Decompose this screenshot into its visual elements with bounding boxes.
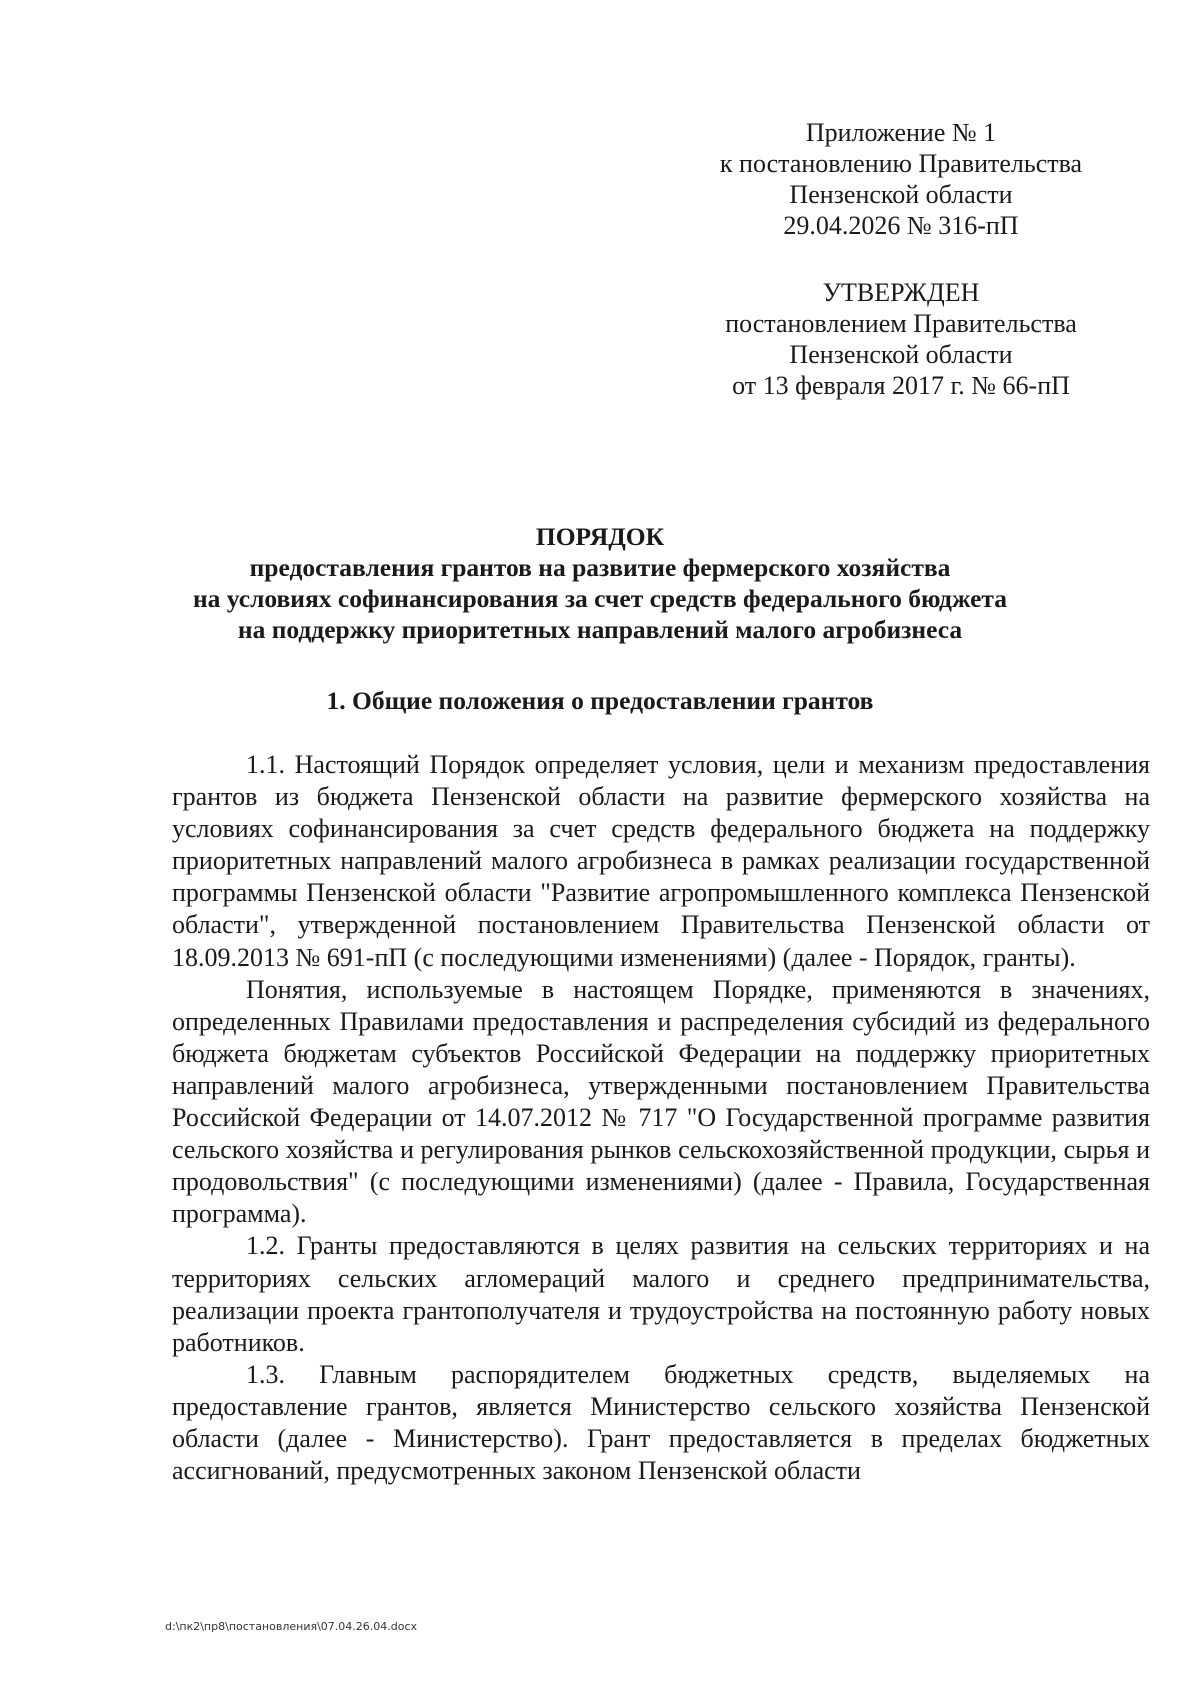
section-body [172, 749, 1150, 1487]
title-subtitle-line-2: на условиях софинансирования за счет средств федерального бюджета [192, 584, 1008, 613]
approved-label: УТВЕРЖДЕН [822, 278, 980, 307]
appendix-region: Пензенской области [789, 180, 1013, 209]
section-heading: 1. Общие положения о предоставлении грантов [326, 686, 874, 715]
document-title [160, 521, 1040, 645]
approved-region: Пензенской области [789, 340, 1013, 369]
title-subtitle-line-3: на поддержку приоритетных направлений малого агробизнеса [237, 615, 963, 644]
approval-stamp-block [700, 277, 1102, 401]
appendix-reference-block [700, 117, 1102, 241]
paragraph-definitions: Понятия, используемые в настоящем Порядке, применяются в значениях, определенных Правилами предоставления и распределения субсидий из федерального бюджета бюджетам субъектов Российской Федерации на поддержку приоритетных направлений малого агробизнеса, утвержденными постановлением Правительства Российской Федерации от 14.07.2012 № 717 "О Государственной программе развития сельского хозяйства и регулирования рынков сельскохозяйственной продукции, сырья и продовольствия" (с последующими изменениями) (далее - Правила, Государственная программа). [172, 974, 1150, 1229]
appendix-to-resolution: к постановлению Правительства [719, 149, 1083, 178]
approved-date-number: от 13 февраля 2017 г. № 66-пП [732, 371, 1070, 400]
title-main: ПОРЯДОК [535, 522, 665, 551]
title-subtitle-line-1: предоставления грантов на развитие фермерского хозяйства [249, 553, 951, 582]
approved-by-resolution: постановлением Правительства [725, 309, 1077, 338]
appendix-number: Приложение № 1 [805, 118, 997, 147]
appendix-date-number: 29.04.2026 № 316-пП [783, 211, 1019, 240]
paragraph-1-1: 1.1. Настоящий Порядок определяет условия, цели и механизм предоставления грантов из бюджета Пензенской области на развитие фермерского хозяйства на условиях софинансирования за счет средств федерального бюджета на поддержку приоритетных направлений малого агробизнеса в рамках реализации государственной программы Пензенской области "Развитие агропромышленного комплекса Пензенской области", утвержденной постановлением Правительства Пензенской области от 18.09.2013 № 691-пП (с последующими изменениями) (далее - Порядок, гранты). [172, 750, 1150, 972]
paragraph-1-3: 1.3. Главным распорядителем бюджетных средств, выделяемых на предоставление грантов, является Министерство сельского хозяйства Пензенской области (далее - Министерство). Грант предоставляется в пределах бюджетных ассигнований, предусмотренных законом Пензенской области [172, 1359, 1150, 1486]
footer-file-path: d:\пк2\пр8\постановления\07.04.26.04.docx [165, 1620, 418, 1633]
paragraph-1-2: 1.2. Гранты предоставляются в целях развития на сельских территориях и на территориях сельских агломераций малого и среднего предпринимательства, реализации проекта грантополучателя и трудоустройства на постоянную работу новых работников. [172, 1231, 1150, 1357]
